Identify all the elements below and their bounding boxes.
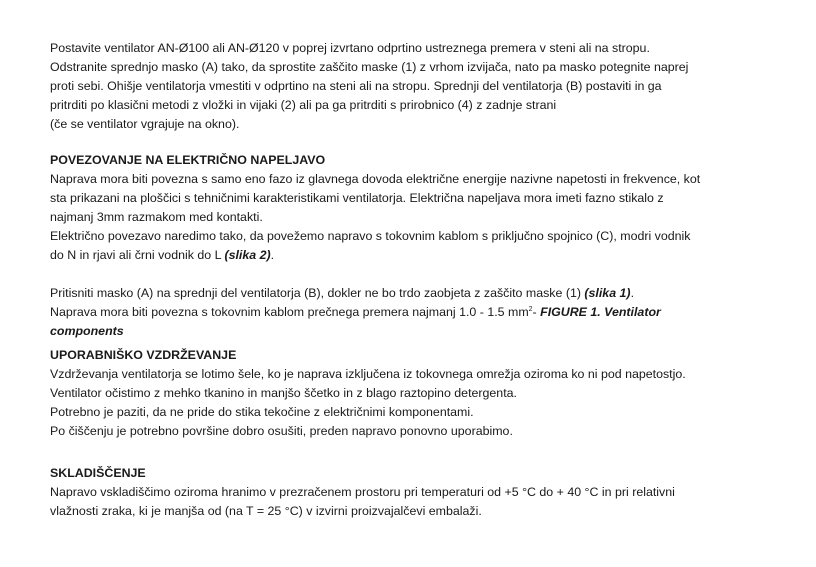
- line-text: do N in rjavi ali črni vodnik do L: [50, 248, 225, 262]
- figure-reference: (slika 2): [224, 248, 271, 262]
- line-text: Pritisniti masko (A) na sprednji del ventilatorja (B), dokler ne bo trdo zaobjeta z zaščito maske (1): [50, 286, 585, 300]
- paragraph-line: vlažnosti zraka, ki je manjša od (na T = 25 °C) v izvirni proizvajalčevi embalaži.: [50, 504, 482, 518]
- paragraph-line: [50, 303, 790, 322]
- paragraph-line: Naprava mora biti povezna s samo eno fazo iz glavnega dovoda električne energije nazivne napetosti in frekvence, kot: [50, 172, 701, 186]
- paragraph-line: proti sebi. Ohišje ventilatorja vmestiti v odprtino na steni ali na stropu. Sprednji del ventilatorja (B) postaviti in ga: [50, 79, 662, 93]
- paragraph-line: pritrditi po klasični metodi z vložki in vijaki (2) ali pa ga pritrditi s prirobnico (4) z zadnje strani: [50, 98, 557, 112]
- maintenance-section: [50, 346, 790, 441]
- paragraph-line: Postavite ventilator AN-Ø100 ali AN-Ø120 v poprej izvrtano odprtino ustreznega premera v steni ali na stropu.: [50, 41, 650, 55]
- electrical-section: [50, 151, 790, 265]
- line-end: .: [630, 286, 635, 300]
- figure-caption-continued: components: [50, 324, 124, 338]
- figure-caption: FIGURE 1. Ventilator: [540, 305, 661, 319]
- section-heading: POVEZOVANJE NA ELEKTRIČNO NAPELJAVO: [50, 153, 326, 167]
- paragraph-line: Električno povezavo naredimo tako, da povežemo napravo s tokovnim kablom s priključno spojnico (C), modri vodnik: [50, 229, 691, 243]
- paragraph-line: Vzdrževanja ventilatorja se lotimo šele, ko je naprava izključena iz tokovnega omrežja oziroma ko ni pod napetostjo.: [50, 367, 686, 381]
- line-text: Naprava mora biti povezna s tokovnim kablom prečnega premera najmanj 1.0 - 1.5 mm: [50, 305, 529, 319]
- paragraph-line: Napravo vskladiščimo oziroma hranimo v prezračenem prostoru pri temperaturi od +5 °C do + 40 °C in pri relativni: [50, 485, 675, 499]
- paragraph-line: Potrebno je paziti, da ne pride do stika tekočine z električnimi komponentami.: [50, 405, 474, 419]
- dash: -: [532, 305, 541, 319]
- paragraph-line: Ventilator očistimo z mehko tkanino in manjšo ščetko in z blago raztopino detergenta.: [50, 386, 517, 400]
- line-end: .: [270, 248, 275, 262]
- paragraph-line: najmanj 3mm razmakom med kontakti.: [50, 210, 263, 224]
- section-heading: UPORABNIŠKO VZDRŽEVANJE: [50, 348, 237, 362]
- mask-paragraph: [50, 284, 790, 341]
- storage-section: [50, 464, 790, 521]
- paragraph-line: Odstranite sprednjo masko (A) tako, da sprostite zaščito maske (1) z vrhom izvijača, nato pa masko potegnite naprej: [50, 60, 689, 74]
- paragraph-line: Po čiščenju je potrebno površine dobro osušiti, preden napravo ponovno uporabimo.: [50, 424, 513, 438]
- figure-reference: (slika 1): [584, 286, 631, 300]
- superscript: 2: [528, 306, 533, 313]
- installation-paragraph: [50, 39, 790, 134]
- section-heading: SKLADIŠČENJE: [50, 466, 146, 480]
- paragraph-line: [50, 246, 790, 265]
- paragraph-line: (če se ventilator vgrajuje na okno).: [50, 117, 240, 131]
- paragraph-line: sta prikazani na ploščici s tehničnimi karakteristikami ventilatorja. Električna napeljava mora imeti fazno stikalo z: [50, 191, 664, 205]
- paragraph-line: [50, 284, 790, 303]
